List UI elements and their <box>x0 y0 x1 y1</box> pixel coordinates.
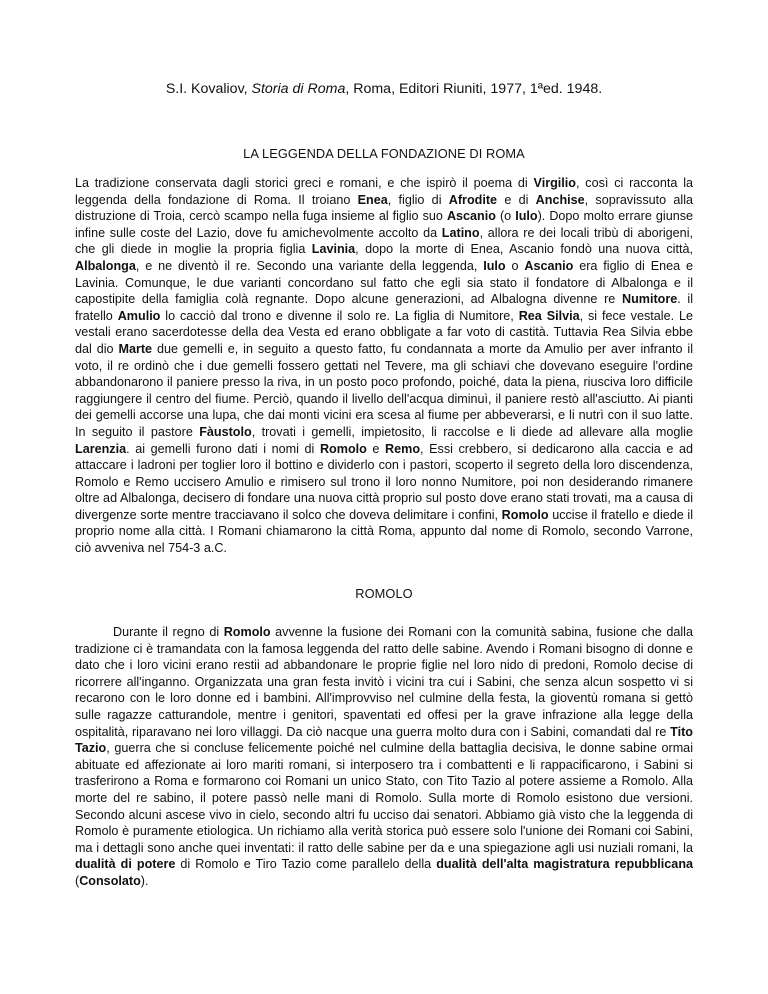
bold-text-run: Ascanio <box>446 209 496 224</box>
bold-text-run: Romolo <box>223 625 271 639</box>
bold-text-run: Amulio <box>117 308 161 323</box>
text-run: , Essi crebbero, si dedicarono alla caccia e ad attaccare i ladroni per toglier loro il bottino e dividerlo con i pastori, scoperto il segreto della loro discendenza, Romolo e Remo uccisero Amulio e rimisero sul trono il loro nonno Numitore, poi non desiderando rimanere oltre ad Albalonga, decisero di fondare una nuova città proprio sul posto dove erano stati trovati, ma a causa di divergenze sorte mentre tracciavano il solco che doveva delimitare i confini, <box>75 441 693 522</box>
text-run: , si fece vestale. Le vestali erano sacerdotesse della dea Vesta ed erano obbligate a far voto di castità. Tuttavia Rea Silvia ebbe dal dio <box>75 308 693 356</box>
text-run: lo cacciò dal trono e divenne il solo re. La figlia di Numitore, <box>160 308 519 323</box>
text-run: , dopo la morte di Enea, Ascanio fondò una nuova città, <box>355 242 693 257</box>
text-run: , figlio di <box>387 192 449 207</box>
paragraph-romolo <box>75 624 693 890</box>
citation-title: Storia di Roma <box>251 81 346 97</box>
bold-text-run: Afrodite <box>448 192 498 207</box>
citation-publisher: , Roma, Editori Riuniti, 1977, 1ªed. 1948. <box>345 81 603 97</box>
text-run: ). <box>140 873 149 888</box>
text-run: , e ne diventò il re. Secondo una variante della leggenda, <box>135 258 484 273</box>
bold-text-run: Remo <box>385 441 421 456</box>
bold-text-run: dualità di potere <box>75 857 176 872</box>
citation-line <box>0 80 768 98</box>
section-heading-founding: LA LEGGENDA DELLA FONDAZIONE DI ROMA <box>243 146 525 161</box>
bold-text-run: Lavinia <box>311 242 356 257</box>
text-run: e di <box>497 192 536 207</box>
text-run: di Romolo e Tiro Tazio come parallelo della <box>175 857 437 872</box>
bold-text-run: Numitore <box>621 292 678 307</box>
citation-author: S.I. Kovaliov, <box>165 81 252 97</box>
bold-text-run: Fàustolo <box>199 424 252 439</box>
text-run: due gemelli e, in seguito a questo fatto, fu condannata a morte da Amulio per aver infranto il voto, il re ordinò che i due gemelli fossero gettati nel Tevere, ma gli schiavi che dovevano eseguire l'ordine abbandonarono il paniere presso la riva, in un posto poco profondo, poiché, data la piena, riusciva loro difficile raggiungere il centro del fiume. Perciò, quando il livello dell'acqua diminuì, il paniere restò all'asciutto. Ai pianti dei gemelli accorse una lupa, che dai monti vicini era scesa al fiume per abbeverarsi, e li nutrì con il suo latte. In seguito il pastore <box>75 341 693 439</box>
bold-text-run: Iulo <box>515 209 538 224</box>
text-run: , sopravissuto alla distruzione di Troia, cercò scampo nella fuga insieme al figlio suo <box>75 192 693 224</box>
text-run: era figlio di Enea e Lavinia. Comunque, le due varianti concordano sul fatto che egli sia stato il fondatore di Albalonga e il capostipite della famiglia colà regnante. Dopo alcune generazioni, ad Albalogna divenne re <box>75 258 693 307</box>
bold-text-run: Romolo <box>501 507 549 522</box>
bold-text-run: Tito Tazio <box>75 724 693 756</box>
bold-text-run: dualità dell'alta magistratura repubblicana <box>436 857 694 872</box>
text-run: e <box>366 441 386 456</box>
bold-text-run: Albalonga <box>75 258 136 273</box>
bold-text-run: Romolo <box>319 441 367 456</box>
text-run: , allora re dei locali tribù di aborigeni, che gli diede in moglie la propria figlia <box>75 225 693 257</box>
bold-text-run: Anchise <box>535 192 585 207</box>
bold-text-run: Larenzia <box>75 441 127 456</box>
text-run: . ai gemelli furono dati i nomi di <box>126 441 320 456</box>
text-run: , guerra che si concluse felicemente poiché nel culmine della battaglia decisiva, le donne sabine ormai abituate ed affezionate ai loro mariti romani, si interposero tra i combattenti e li rappacificarono, i Sabini si trasferirono a Roma e formarono coi Romani un unico Stato, con Tito Tazio al potere assieme a Romolo. Alla morte del re sabino, il potere passò nelle mani di Romolo. Sulla morte di Romolo esistono due versioni. Secondo alcuni ascese vivo in cielo, secondo altri fu ucciso dai senatori. Abbiamo già visto che la leggenda di Romolo è puramente etiologica. Un richiamo alla verità storica può essere solo l'unione dei Romani coi Sabini, ma i dettagli sono anche quei inventati: il ratto delle sabine per da e una spiegazione agli usi nuziali romani, la <box>75 741 693 855</box>
text-run: , trovati i gemelli, impietosito, li raccolse e li diede ad allevare alla moglie <box>251 424 693 439</box>
text-run: ). Dopo molto errare giunse infine sulle coste del Lazio, dove fu amichevolmente accolto da <box>75 209 694 240</box>
text-run: avvenne la fusione dei Romani con la comunità sabina, fusione che dalla tradizione ci è tramandata con la famosa leggenda del ratto delle sabine. Avendo i Romani bisogno di donne e dato che i loro vicini erano restii ad abbandonare le proprie figlie nel loro nido di predoni, Romolo decise di ricorrere all'inganno. Organizzata una gran festa invitò i vicini tra cui i Sabini, che senza alcun sospetto vi si recarono con le loro donne ed i bambini. All'improvviso nel culmine della festa, la gioventù romana si gettò sulle ragazze catturandole, mentre i genitori, spaventati ed offesi per la grave infrazione alla legge della ospitalità, riparavano nei loro villaggi. Da ciò nacque una guerra molto dura con i Sabini, comandati dal re <box>75 625 693 739</box>
text-run: uccise il fratello e diede il proprio nome alla città. I Romani chiamarono la città Roma, appunto dal nome di Romolo, secondo Varrone, ciò avveniva nel 754-3 a.C. <box>75 507 694 556</box>
text-run: , così ci racconta la leggenda della fondazione di Roma. Il troiano <box>75 176 693 207</box>
bold-text-run: Rea Silvia <box>518 308 580 323</box>
bold-text-run: Consolato <box>79 873 141 888</box>
bold-text-run: Latino <box>441 225 480 240</box>
bold-text-run: Iulo <box>483 258 506 273</box>
text-run: o <box>505 258 525 273</box>
bold-text-run: Virgilio <box>533 176 576 190</box>
text-run: La tradizione conservata dagli storici greci e romani, e che ispirò il poema di <box>75 176 534 190</box>
text-run: Durante il regno di <box>113 625 224 639</box>
text-run: . il fratello <box>75 292 694 323</box>
bold-text-run: Enea <box>357 192 388 207</box>
paragraph-founding-legend <box>75 175 693 557</box>
text-run: ( <box>75 873 80 888</box>
text-run: (o <box>495 209 516 224</box>
bold-text-run: Ascanio <box>524 258 574 273</box>
bold-text-run: Marte <box>118 341 153 356</box>
section-heading-romolo: ROMOLO <box>355 586 413 601</box>
